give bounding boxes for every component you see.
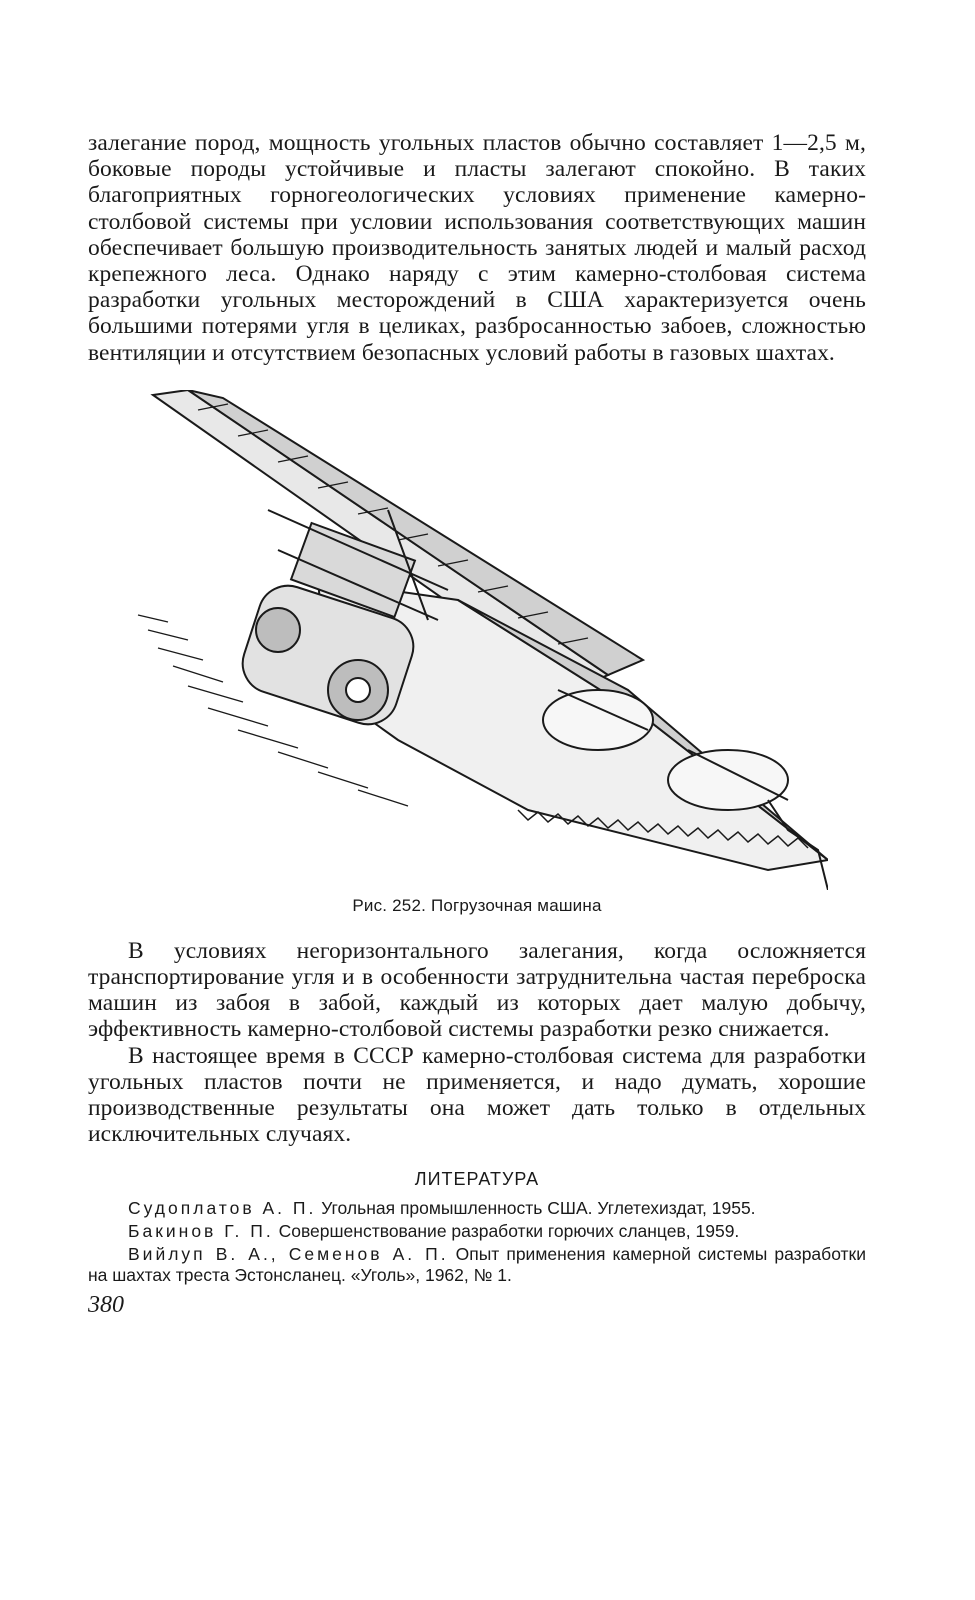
paragraph-1: В условиях негоризонтального залегания, когда осложняется транспортирование угля и в особенности затруднительна частая переброска машин из забоя в забой, каждый из которых дает малую добычу, эффективность камерно-столбовой системы разработки резко снижается. [88, 937, 866, 1043]
page-content [88, 130, 866, 1319]
page-number: 380 [88, 1292, 124, 1319]
references-title: ЛИТЕРАТУРА [414, 1169, 540, 1190]
reference-item [88, 1221, 866, 1242]
figure-caption: Рис. 252. Погрузочная машина [352, 895, 602, 915]
reference-author: Бакинов Г. П. [128, 1221, 274, 1242]
intro-paragraph: залегание пород, мощность угольных пластов обычно составляет 1—2,5 м, боковые породы устойчивые и пласты залегают спокойно. В таких благоприятных горногеологических условиях применение камерно-столбовой системы при условии использования соответствующих машин обеспечивает большую производительность занятых людей и малый расход крепежного леса. Однако наряду с этим камерно-столбовая система разработки угольных месторождений в США характеризуется очень большими потерями угля в целиках, разбросанностью забоев, сложностью вентиляции и отсутствием безопасных условий работы в газовых шахтах. [88, 130, 866, 366]
figure-loading-machine [88, 390, 866, 890]
reference-text: Опыт применения камерной системы разработки на шахтах треста Эстонсланец. «Уголь», 1962, № 1. [88, 1244, 866, 1286]
reference-item [88, 1198, 866, 1219]
reference-author: Вийлуп В. А., Семенов А. П. [128, 1244, 449, 1265]
paragraph-2: В настоящее время в СССР камерно-столбовая система для разработки угольных пластов почти не применяется, и надо думать, хорошие производственные результаты она может дать только в отдельных исключительных случаях. [88, 1042, 866, 1148]
loading-machine-illustration [128, 390, 828, 890]
gathering-disc-right [668, 750, 788, 810]
reference-text: Совершенствование разработки горючих сланцев, 1959. [273, 1221, 740, 1242]
reference-text: Угольная промышленность США. Углетехиздат, 1955. [316, 1198, 756, 1219]
reference-author: Судоплатов А. П. [128, 1198, 317, 1219]
gathering-disc-left [543, 690, 653, 750]
reference-item [88, 1244, 866, 1286]
